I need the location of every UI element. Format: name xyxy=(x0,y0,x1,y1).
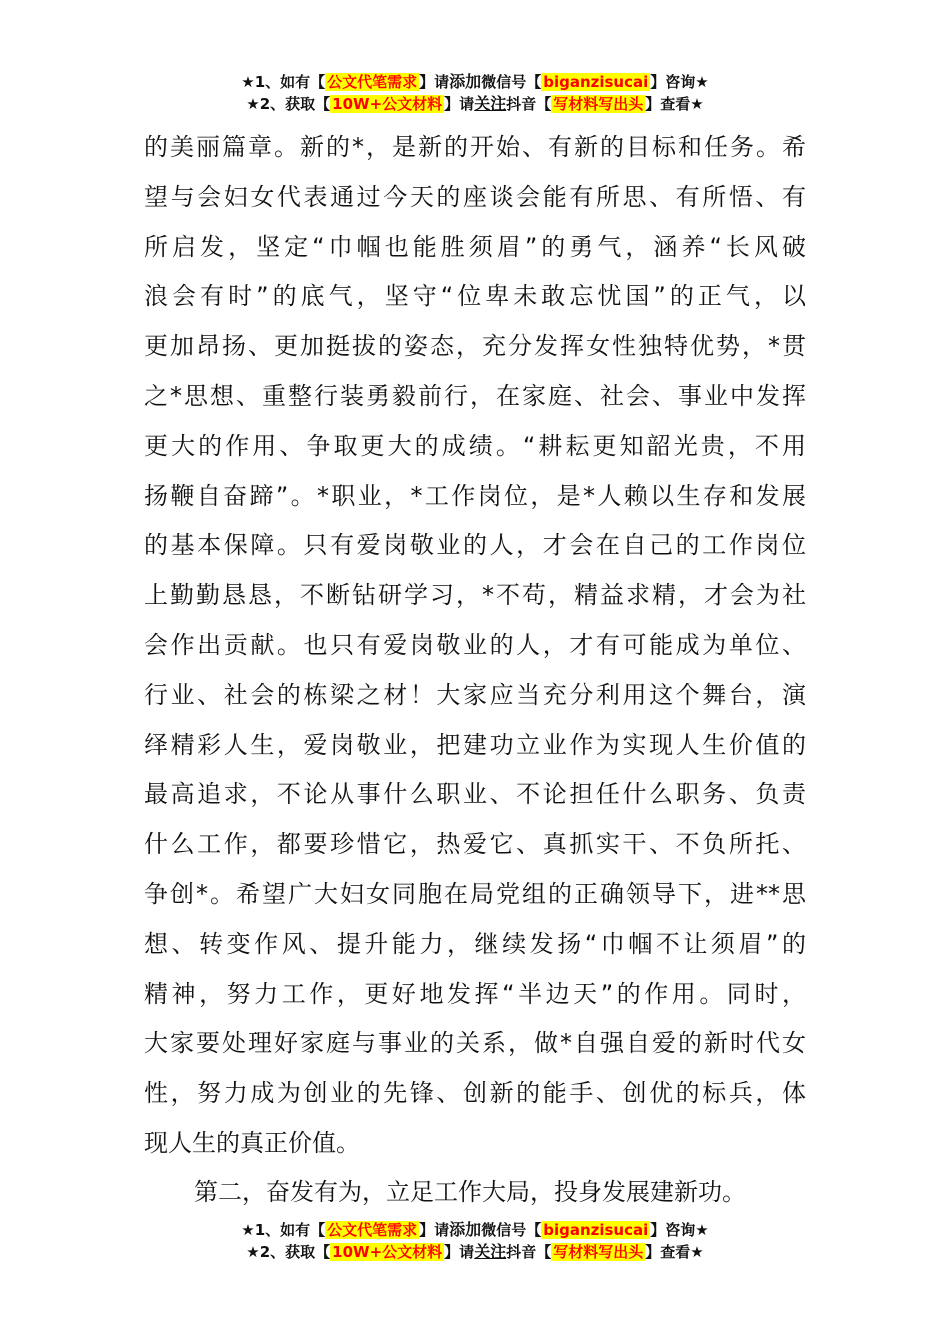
paragraph-line: 性，努力成为创业的先锋、创新的能手、创优的标兵，体 xyxy=(144,1079,806,1108)
star-icon: ★ xyxy=(246,95,260,113)
banner-text: 】请 xyxy=(419,1221,450,1239)
paragraph-line: 大家要处理好家庭与事业的关系，做*自强自爱的新时代女 xyxy=(144,1029,806,1058)
banner-text: 】咨询 xyxy=(650,1221,696,1239)
paragraph-line: 之*思想、重整行装勇毅前行，在家庭、社会、事业中发挥 xyxy=(144,381,806,410)
paragraph-line: 什么工作，都要珍惜它，热爱它、真抓实干、不负所托、 xyxy=(144,830,806,859)
banner-text: 】查看 xyxy=(645,1243,691,1261)
paragraph-line: 的美丽篇章。新的*，是新的开始、有新的目标和任务。希 xyxy=(144,133,806,161)
banner-text: 】请 xyxy=(444,95,475,113)
star-icon: ★ xyxy=(241,1221,255,1239)
banner-text: 】咨询 xyxy=(650,73,696,91)
paragraph-line: 会作出贡献。也只有爱岗敬业的人，才有可能成为单位、 xyxy=(144,630,806,659)
banner-text: 2、获取【 xyxy=(259,95,331,113)
star-icon: ★ xyxy=(690,95,704,113)
banner-text: 2、获取【 xyxy=(259,1243,331,1261)
paragraph-line: 行业、社会的栋梁之材！大家应当充分利用这个舞台，演 xyxy=(144,680,806,709)
paragraph-line: 想、转变作风、提升能力，继续发扬“巾帼不让须眉”的 xyxy=(144,929,806,958)
banner-text: 抖音【 xyxy=(506,95,552,113)
paragraph-line: 扬鞭自奋蹄”。*职业，*工作岗位，是*人赖以生存和发展 xyxy=(144,481,806,510)
paragraph-line: 更加昂扬、更加挺拔的姿态，充分发挥女性独特优势，*贯 xyxy=(144,332,806,361)
banner-text: 】查看 xyxy=(645,95,691,113)
paragraph-line: 争创*。希望广大妇女同胞在局党组的正确领导下，进**思 xyxy=(144,879,806,908)
highlight-douyin: 写材料写出头 xyxy=(553,1243,644,1261)
paragraph-line: 最高追求，不论从事什么职业、不论担任什么职务、负责 xyxy=(144,780,806,809)
banner-emphasis: 添加 xyxy=(449,1220,482,1239)
banner-text: 微信号【 xyxy=(481,1221,542,1239)
banner-text: 】请 xyxy=(444,1243,475,1261)
paragraph-line: 上勤勤恳恳，不断钻研学习，*不苟，精益求精，才会为社 xyxy=(144,581,806,610)
paragraph-line-last: 现人生的真正价值。 xyxy=(144,1128,360,1157)
paragraph-line: 望与会妇女代表通过今天的座谈会能有所思、有所悟、有 xyxy=(144,182,806,211)
banner-emphasis: 关注 xyxy=(474,1242,507,1261)
star-icon: ★ xyxy=(241,73,255,91)
star-icon: ★ xyxy=(690,1243,704,1261)
banner-line-1 xyxy=(0,1219,950,1241)
highlight-wechat-id: biganzisucai xyxy=(543,1221,649,1239)
highlight-service: 公文代笔需求 xyxy=(327,1221,418,1239)
star-icon: ★ xyxy=(246,1243,260,1261)
paragraph-line: 浪会有时”的底气，坚守“位卑未敢忘忧国”的正气，以 xyxy=(144,282,806,311)
paragraph-line: 绎精彩人生，爱岗敬业，把建功立业作为实现人生价值的 xyxy=(144,730,806,759)
banner-line-2 xyxy=(0,93,950,115)
banner-text: 】请 xyxy=(419,73,450,91)
paragraph-line: 所启发，坚定“巾帼也能胜须眉”的勇气，涵养“长风破 xyxy=(144,232,806,261)
top-banner xyxy=(0,71,950,115)
banner-text: 微信号【 xyxy=(481,73,542,91)
banner-emphasis: 关注 xyxy=(474,94,507,113)
star-icon: ★ xyxy=(695,1221,709,1239)
banner-line-1 xyxy=(0,71,950,93)
paragraph-line: 精神，努力工作，更好地发挥“半边天”的作用。同时， xyxy=(144,979,806,1008)
paragraph-line: 更大的作用、争取更大的成绩。“耕耘更知韶光贵，不用 xyxy=(144,431,806,460)
banner-text: 1、如有【 xyxy=(254,73,326,91)
highlight-materials: 10W+公文材料 xyxy=(332,95,443,113)
banner-text: 1、如有【 xyxy=(254,1221,326,1239)
highlight-wechat-id: biganzisucai xyxy=(543,73,649,91)
banner-line-2 xyxy=(0,1241,950,1263)
banner-text: 抖音【 xyxy=(506,1243,552,1261)
highlight-materials: 10W+公文材料 xyxy=(332,1243,443,1261)
bottom-banner xyxy=(0,1219,950,1263)
body-paragraph xyxy=(144,123,806,1169)
paragraph-line: 的基本保障。只有爱岗敬业的人，才会在自己的工作岗位 xyxy=(144,531,806,560)
banner-emphasis: 添加 xyxy=(449,72,482,91)
highlight-douyin: 写材料写出头 xyxy=(553,95,644,113)
section-heading: 第二，奋发有为，立足工作大局，投身发展建新功。 xyxy=(194,1178,746,1206)
star-icon: ★ xyxy=(695,73,709,91)
highlight-service: 公文代笔需求 xyxy=(327,73,418,91)
